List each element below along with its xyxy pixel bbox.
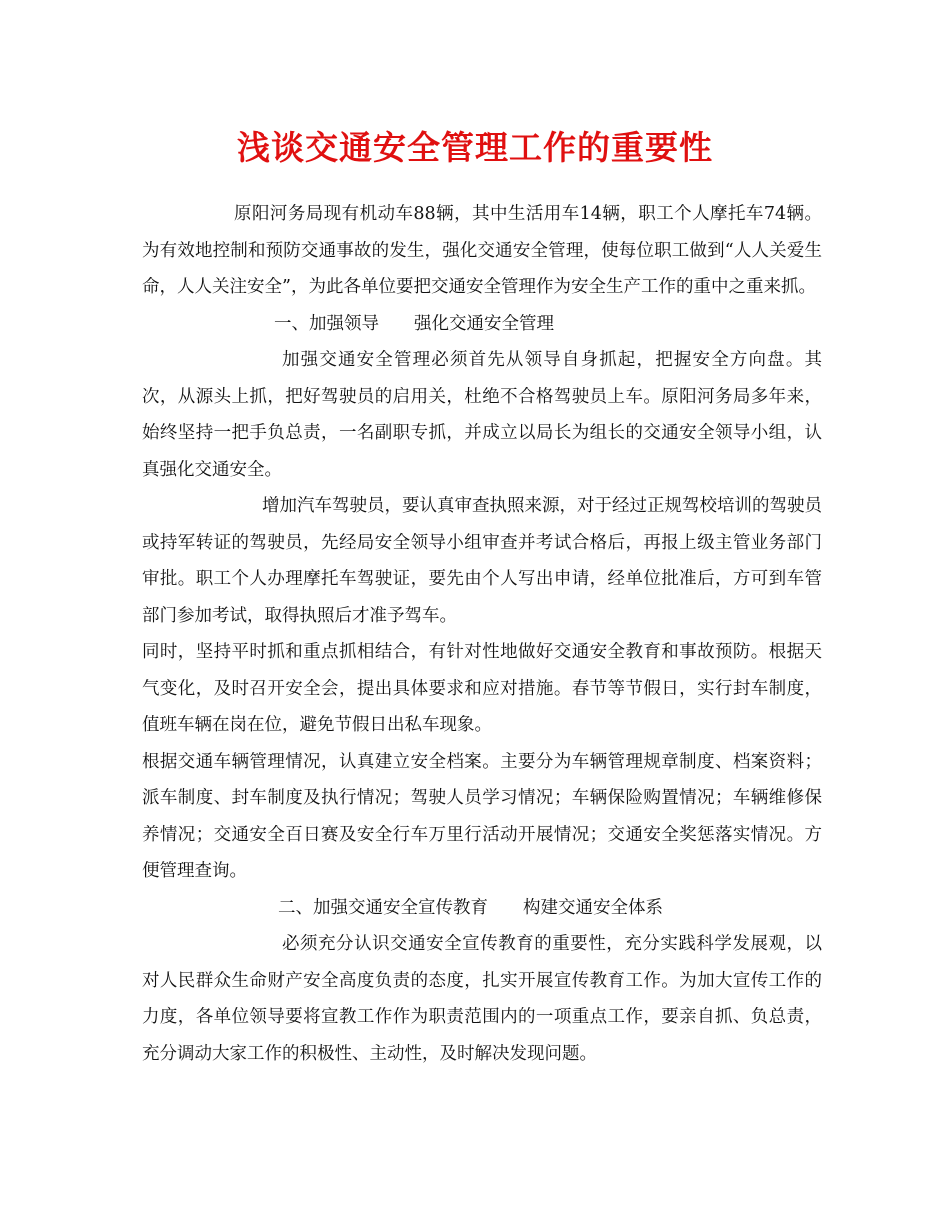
paragraph-intro: 原阳河务局现有机动车88辆，其中生活用车14辆，职工个人摩托车74辆。为有效地控制和预防交通事故的发生，强化交通安全管理，使每位职工做到“人人关爱生命，人人关注安全”，为此各单位要把交通安全管理作为安全生产工作的重中之重来抓。	[142, 204, 822, 297]
paragraph-prevention: 同时，坚持平时抓和重点抓相结合，有针对性地做好交通安全教育和事故预防。根据天气变化，及时召开安全会，提出具体要求和应对措施。春节等节假日，实行封车制度，值班车辆在岗在位，避免节假日出私车现象。	[142, 642, 822, 735]
section-heading-1: 一、加强领导 强化交通安全管理	[274, 313, 554, 334]
document-body	[142, 196, 822, 1072]
section-heading-2: 二、加强交通安全宣传教育 构建交通安全体系	[278, 897, 663, 918]
paragraph-drivers: 增加汽车驾驶员，要认真审查执照来源，对于经过正规驾校培训的驾驶员或持军转证的驾驶员，先经局安全领导小组审查并考试合格后，再报上级主管业务部门审批。职工个人办理摩托车驾驶证，要先由个人写出申请，经单位批准后，方可到车管部门参加考试，取得执照后才准予驾车。	[142, 496, 822, 626]
paragraph-archives: 根据交通车辆管理情况，认真建立安全档案。主要分为车辆管理规章制度、档案资料；派车制度、封车制度及执行情况；驾驶人员学习情况；车辆保险购置情况；车辆维修保养情况；交通安全百日赛及安全行车万里行活动开展情况；交通安全奖惩落实情况。方便管理查询。	[142, 751, 822, 881]
paragraph-leadership: 加强交通安全管理必须首先从领导自身抓起，把握安全方向盘。其次，从源头上抓，把好驾驶员的启用关，杜绝不合格驾驶员上车。原阳河务局多年来，始终坚持一把手负总责，一名副职专抓，并成立以局长为组长的交通安全领导小组，认真强化交通安全。	[142, 350, 822, 480]
paragraph-education: 必须充分认识交通安全宣传教育的重要性，充分实践科学发展观，以对人民群众生命财产安全高度负责的态度，扎实开展宣传教育工作。为加大宣传工作的力度，各单位领导要将宣教工作作为职责范围内的一项重点工作，要亲自抓、负总责，充分调动大家工作的积极性、主动性，及时解决发现问题。	[142, 934, 822, 1064]
document-title: 浅谈交通安全管理工作的重要性	[237, 128, 713, 167]
